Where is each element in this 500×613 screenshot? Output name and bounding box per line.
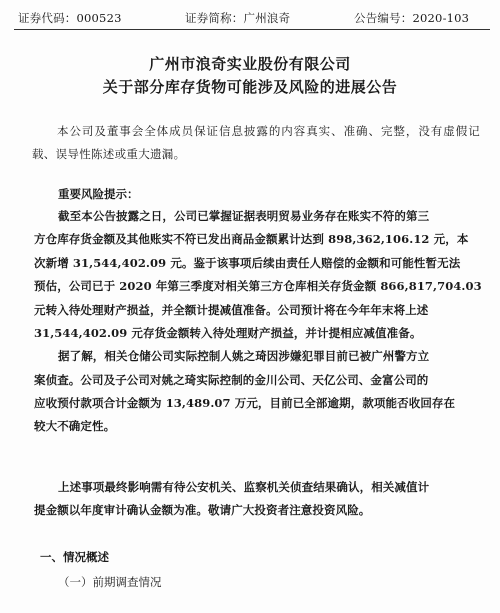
header-divider xyxy=(14,29,490,30)
stock-code: 证券代码：000523 xyxy=(18,11,122,25)
text-line: 据了解，相关仓储公司实际控制人姚之琦因涉嫌犯罪目前已被广州警方立 xyxy=(58,349,430,364)
text-line: 较大不确定性。 xyxy=(34,419,116,434)
text-line: 应收预付款项合计金额为 13,489.07 万元，目前已全部逾期，款项能否收回存在 xyxy=(34,396,456,410)
text-line: 截至本公告披露之日，公司已掌握证据表明贸易业务存在账实不符的第三 xyxy=(58,209,430,223)
text-line: 案侦查。公司及子公司对姚之琦实际控制的金川公司、天亿公司、金富公司的 xyxy=(34,372,429,387)
text-line: 元转入待处理财产损益，并全额计提减值准备。公司预计将在今年年末将上述 xyxy=(34,302,429,317)
text-line: 提金额以年度审计确认金额为准。敬请广大投资者注意投资风险。 xyxy=(34,503,371,518)
text-line: 预估，公司已于 2020 年第三季度对相关第三方仓库相关存货金额 866,817,704.03 xyxy=(34,279,482,294)
text-line: 次新增 31,544,402.09 元。鉴于该事项后续由责任人赔偿的金额和可能性暂无法 xyxy=(34,255,461,270)
risk-heading: 重要风险提示： xyxy=(58,187,139,201)
announcement-number: 公告编号：2020-103 xyxy=(354,11,470,25)
text-line: 31,544,402.09 元存货金额转入待处理财产损益，并计提相应减值准备。 xyxy=(34,325,422,340)
disclaimer-paragraph: 本公司及董事会全体成员保证信息披露的内容真实、准确、完整，没有虚假记载、误导性陈述或重大遗漏。 xyxy=(32,124,480,162)
announcement-title: 关于部分库存货物可能涉及风险的进展公告 xyxy=(102,78,398,96)
document-header xyxy=(0,10,500,28)
stock-abbreviation: 证券简称：广州浪奇 xyxy=(185,11,291,25)
company-title: 广州市浪奇实业股份有限公司 xyxy=(149,55,351,73)
text-line: 上述事项最终影响需有待公安机关、监察机关侦查结果确认，相关减值计 xyxy=(58,480,430,494)
risk-paragraph-3 xyxy=(34,476,479,523)
risk-paragraph-2 xyxy=(34,392,479,439)
risk-paragraph-1 xyxy=(34,205,482,392)
subsection-heading-investigation: （一）前期调查情况 xyxy=(58,575,162,589)
section-heading-overview: 一、情况概述 xyxy=(40,550,109,564)
text-line: 方仓库存货金额及其他账实不符已发出商品金额累计达到 898,362,106.12 元，本 xyxy=(34,232,469,247)
